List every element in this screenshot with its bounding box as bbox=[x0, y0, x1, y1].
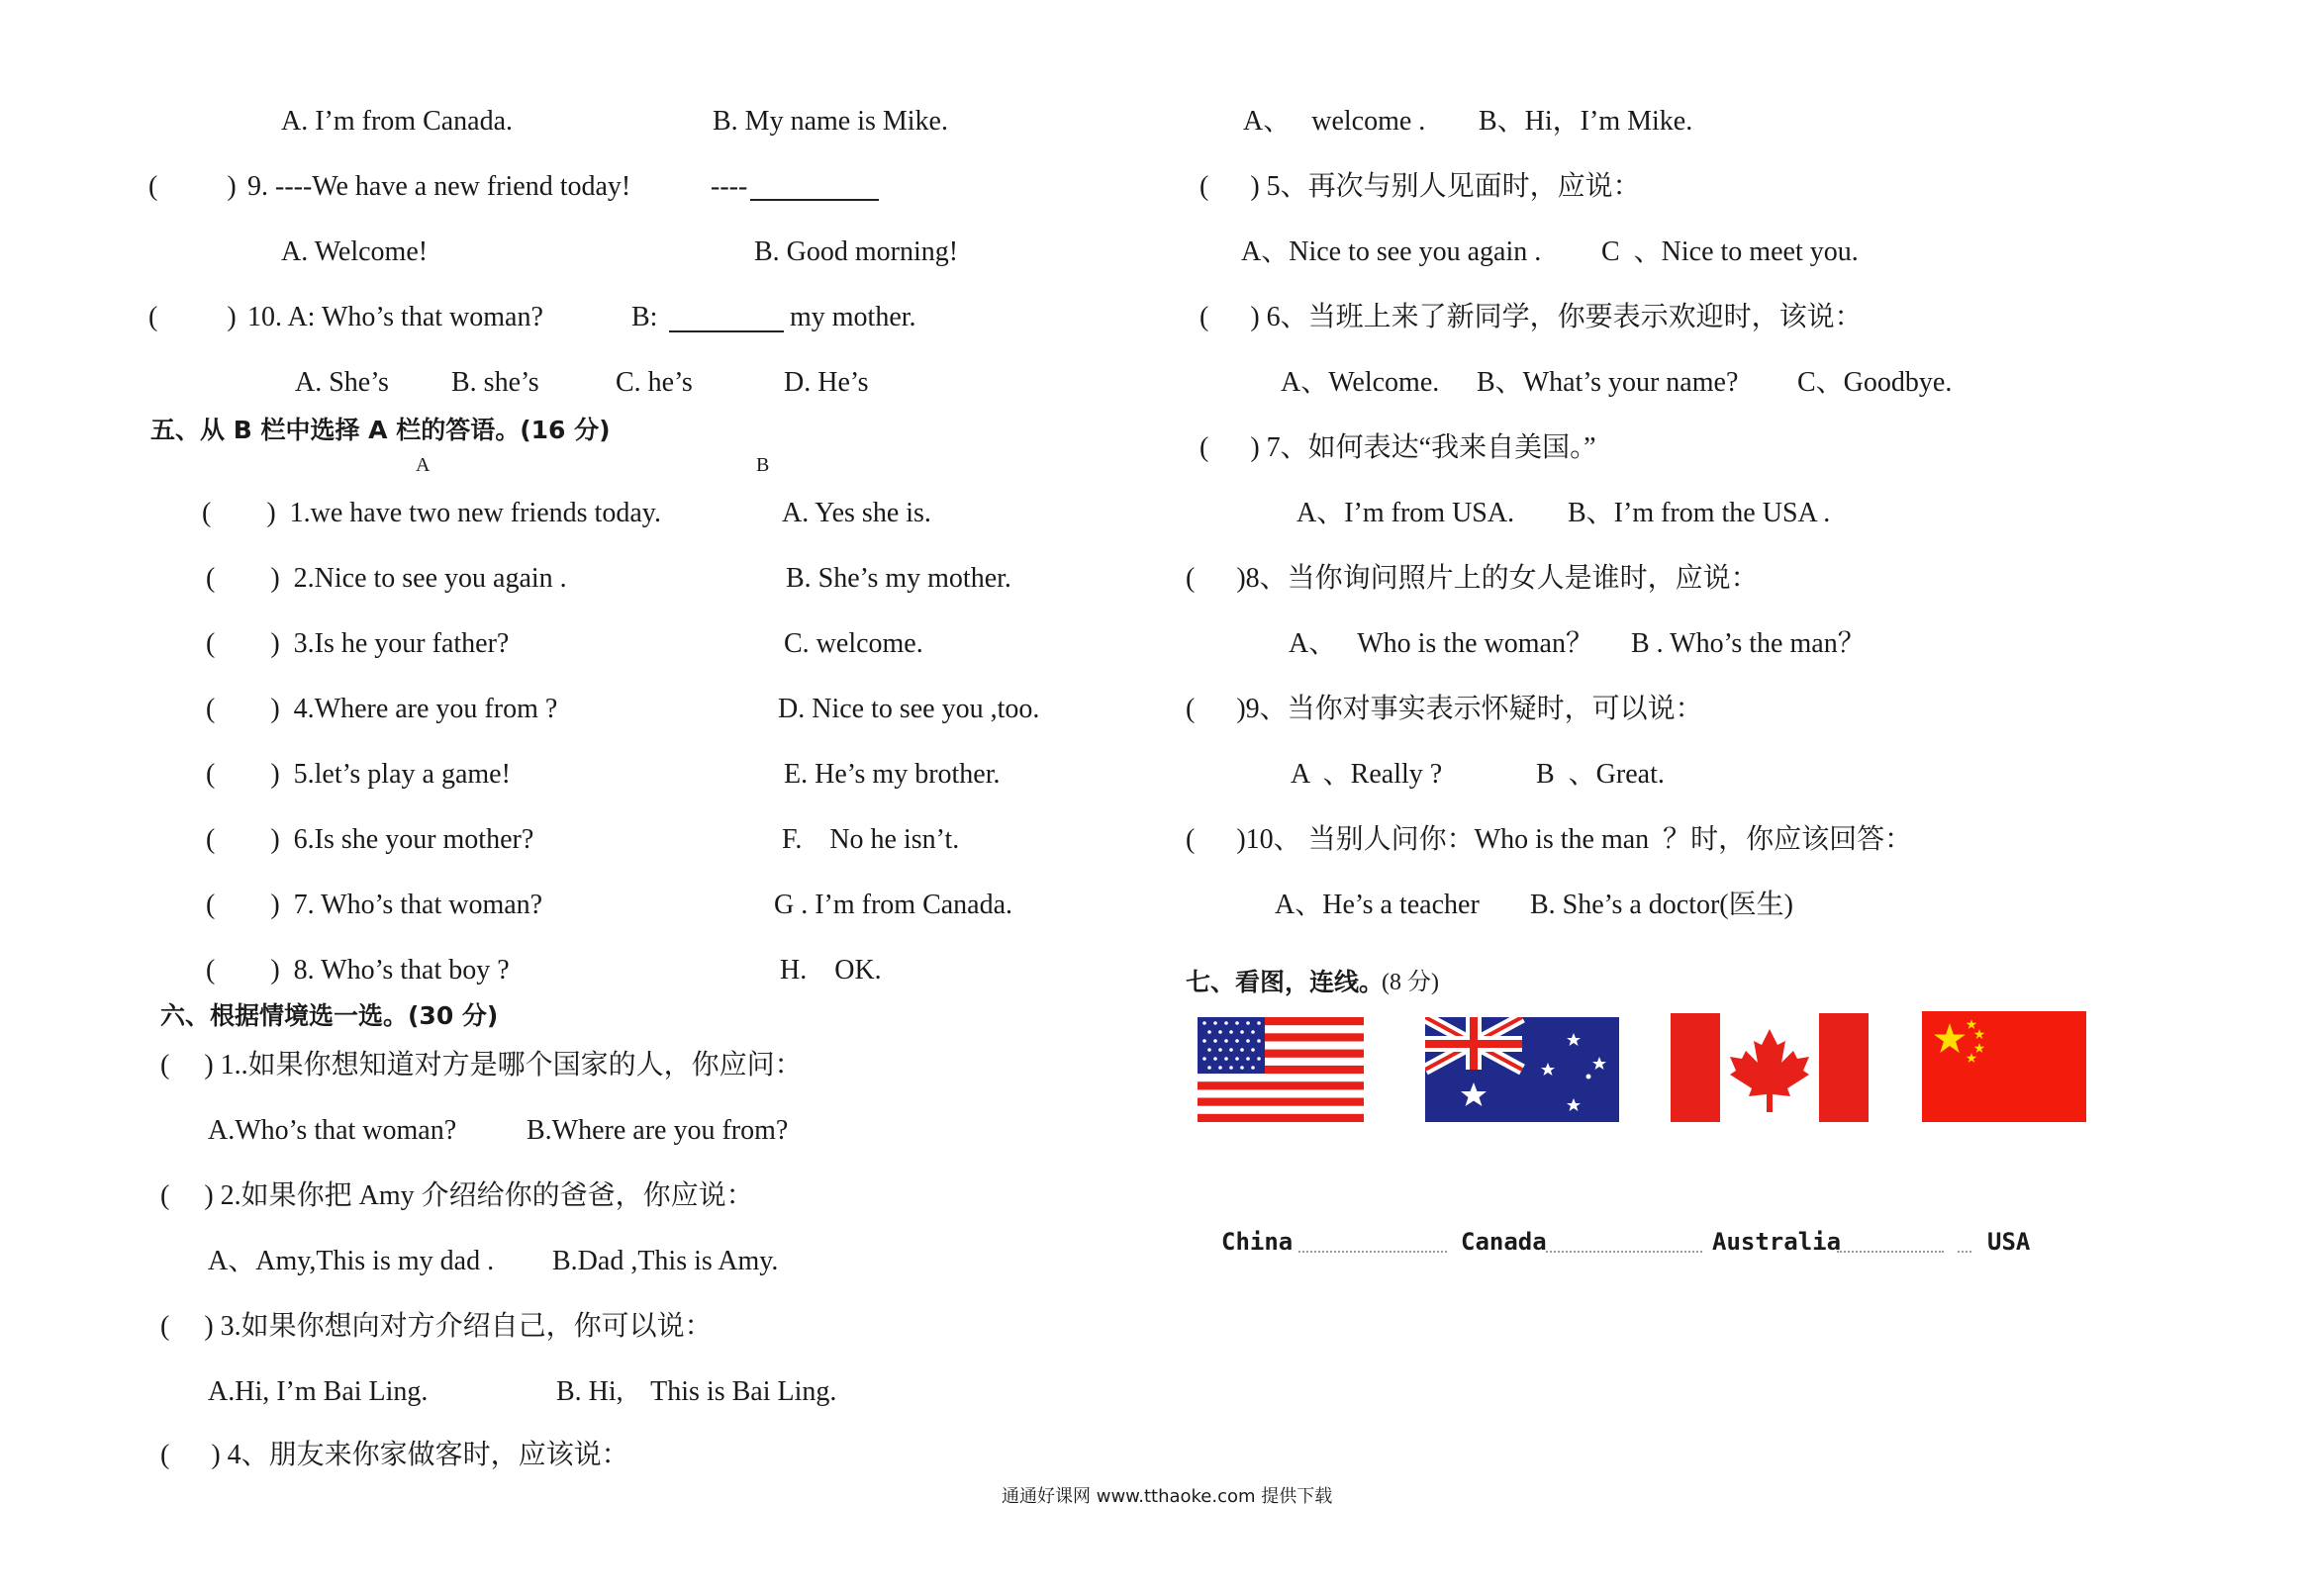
s6-q8-option-b: B . Who’s the man？ bbox=[1631, 628, 1866, 659]
s6-q4-option-b: B、Hi，I’m Mike. bbox=[1479, 106, 1693, 137]
s6-q7-option-b: B、I’m from the USA . bbox=[1568, 498, 1831, 528]
q8-option-b: B. My name is Mike. bbox=[713, 106, 948, 137]
match-item-a[interactable]: ( ) 3.Is he your father? bbox=[206, 628, 510, 659]
dotted-leader bbox=[1298, 1251, 1447, 1253]
s6-q9[interactable]: ( )9、当你对事实表示怀疑时，可以说： bbox=[1186, 694, 1703, 724]
match-item-b: G . I’m from Canada. bbox=[774, 890, 1013, 920]
q9-option-b: B. Good morning! bbox=[754, 236, 959, 267]
s6-q6-option-c: C、Goodbye. bbox=[1797, 367, 1953, 398]
s6-q7[interactable]: ( ) 7、如何表达“我来自美国。” bbox=[1199, 432, 1596, 463]
s6-q1-option-a: A.Who’s that woman? bbox=[208, 1115, 457, 1146]
match-item-a[interactable]: ( ) 2.Nice to see you again . bbox=[206, 563, 567, 594]
s6-q1[interactable]: ( ) 1..如果你想知道对方是哪个国家的人，你应问： bbox=[160, 1050, 803, 1080]
q10-option-a: A. She’s bbox=[295, 367, 389, 398]
section7-points: (8 分) bbox=[1382, 970, 1439, 995]
q10-after-blank: my mother. bbox=[790, 302, 916, 332]
q8-option-a: A. I’m from Canada. bbox=[281, 106, 514, 137]
s6-q9-option-b: B 、Great. bbox=[1536, 759, 1665, 790]
usa-flag[interactable] bbox=[1198, 1017, 1364, 1122]
match-item-b: B. She’s my mother. bbox=[786, 563, 1011, 594]
section5-col-a-header: A bbox=[416, 454, 431, 476]
match-item-a[interactable]: ( ) 4.Where are you from ? bbox=[206, 694, 558, 724]
s6-q6-option-a: A、Welcome. bbox=[1281, 367, 1440, 398]
s6-q10[interactable]: ( )10、 当别人问你：Who is the man ？时，你应该回答： bbox=[1186, 824, 1913, 855]
s6-q3-option-a: A.Hi, I’m Bai Ling. bbox=[208, 1376, 429, 1407]
s6-q2-option-a: A、Amy,This is my dad . bbox=[208, 1246, 495, 1276]
s6-q7-option-a: A、I’m from USA. bbox=[1296, 498, 1515, 528]
q9-option-a: A. Welcome! bbox=[281, 236, 429, 267]
match-item-a[interactable]: ( ) 8. Who’s that boy ? bbox=[206, 955, 510, 986]
q9-dashes: ---- bbox=[711, 171, 748, 202]
s6-q3[interactable]: ( ) 3.如果你想向对方介绍自己，你可以说： bbox=[160, 1311, 713, 1342]
s6-q5-option-c: C 、Nice to meet you. bbox=[1601, 236, 1859, 267]
q10-b-label: B: bbox=[631, 302, 658, 332]
q9-answer-paren[interactable]: ( ) bbox=[148, 171, 237, 202]
country-label-canada[interactable]: Canada bbox=[1461, 1228, 1547, 1256]
page-footer: 通通好课网 www.tthaoke.com 提供下载 bbox=[1002, 1486, 1333, 1507]
s6-q6-option-b: B、What’s your name? bbox=[1477, 367, 1739, 398]
dotted-leader bbox=[1546, 1251, 1702, 1253]
q9-question: 9. ----We have a new friend today! bbox=[247, 171, 631, 202]
match-item-a[interactable]: ( ) 5.let’s play a game! bbox=[206, 759, 511, 790]
q10-option-d: D. He’s bbox=[784, 367, 869, 398]
q10-option-c: C. he’s bbox=[616, 367, 693, 398]
s6-q5-option-a: A、Nice to see you again . bbox=[1241, 236, 1542, 267]
q10-question: 10. A: Who’s that woman? bbox=[247, 302, 543, 332]
country-label-australia[interactable]: Australia bbox=[1712, 1228, 1842, 1256]
q10-answer-paren[interactable]: ( ) bbox=[148, 302, 237, 332]
s6-q3-option-b: B. Hi, This is Bai Ling. bbox=[556, 1376, 837, 1407]
canada-flag[interactable] bbox=[1671, 1013, 1869, 1122]
s6-q8[interactable]: ( )8、当你询问照片上的女人是谁时，应说： bbox=[1186, 563, 1759, 594]
australia-flag[interactable] bbox=[1425, 1017, 1619, 1122]
match-item-a[interactable]: ( ) 7. Who’s that woman? bbox=[206, 890, 543, 920]
s6-q8-option-a: A、 Who is the woman？ bbox=[1289, 628, 1593, 659]
section5-col-b-header: B bbox=[756, 454, 770, 476]
match-item-a[interactable]: ( ) 1.we have two new friends today. bbox=[202, 498, 661, 528]
section7-title: 七、看图，连线。 bbox=[1186, 968, 1385, 996]
section6-title: 六、根据情境选一选。(30 分) bbox=[160, 1001, 499, 1030]
s6-q4-option-a: A、 welcome . bbox=[1243, 106, 1426, 137]
s6-q4[interactable]: ( ) 4、朋友来你家做客时，应该说： bbox=[160, 1440, 629, 1470]
china-flag[interactable] bbox=[1922, 1011, 2086, 1122]
s6-q10-option-a: A、He’s a teacher bbox=[1275, 890, 1480, 920]
match-item-b: D. Nice to see you ,too. bbox=[778, 694, 1040, 724]
q9-blank[interactable] bbox=[750, 199, 879, 201]
s6-q2[interactable]: ( ) 2.如果你把 Amy 介绍给你的爸爸，你应说： bbox=[160, 1180, 754, 1211]
s6-q1-option-b: B.Where are you from? bbox=[527, 1115, 789, 1146]
country-label-china[interactable]: China bbox=[1221, 1228, 1294, 1256]
s6-q9-option-a: A 、Really ? bbox=[1291, 759, 1443, 790]
match-item-b: F. No he isn’t. bbox=[782, 824, 960, 855]
s6-q5[interactable]: ( ) 5、再次与别人见面时，应说： bbox=[1199, 171, 1641, 202]
q10-option-b: B. she’s bbox=[451, 367, 539, 398]
s6-q6[interactable]: ( ) 6、当班上来了新同学，你要表示欢迎时，该说： bbox=[1199, 302, 1863, 332]
match-item-b: A. Yes she is. bbox=[782, 498, 931, 528]
match-item-b: H. OK. bbox=[780, 955, 882, 986]
q10-blank[interactable] bbox=[669, 330, 784, 332]
s6-q10-option-b: B. She’s a doctor(医生) bbox=[1530, 890, 1793, 920]
country-label-usa[interactable]: USA bbox=[1987, 1228, 2031, 1256]
match-item-b: E. He’s my brother. bbox=[784, 759, 1001, 790]
section5-title: 五、从 B 栏中选择 A 栏的答语。(16 分) bbox=[150, 416, 611, 444]
match-item-b: C. welcome. bbox=[784, 628, 923, 659]
s6-q2-option-b: B.Dad ,This is Amy. bbox=[552, 1246, 779, 1276]
dotted-leader bbox=[1958, 1251, 1971, 1253]
dotted-leader bbox=[1837, 1251, 1944, 1253]
match-item-a[interactable]: ( ) 6.Is she your mother? bbox=[206, 824, 534, 855]
